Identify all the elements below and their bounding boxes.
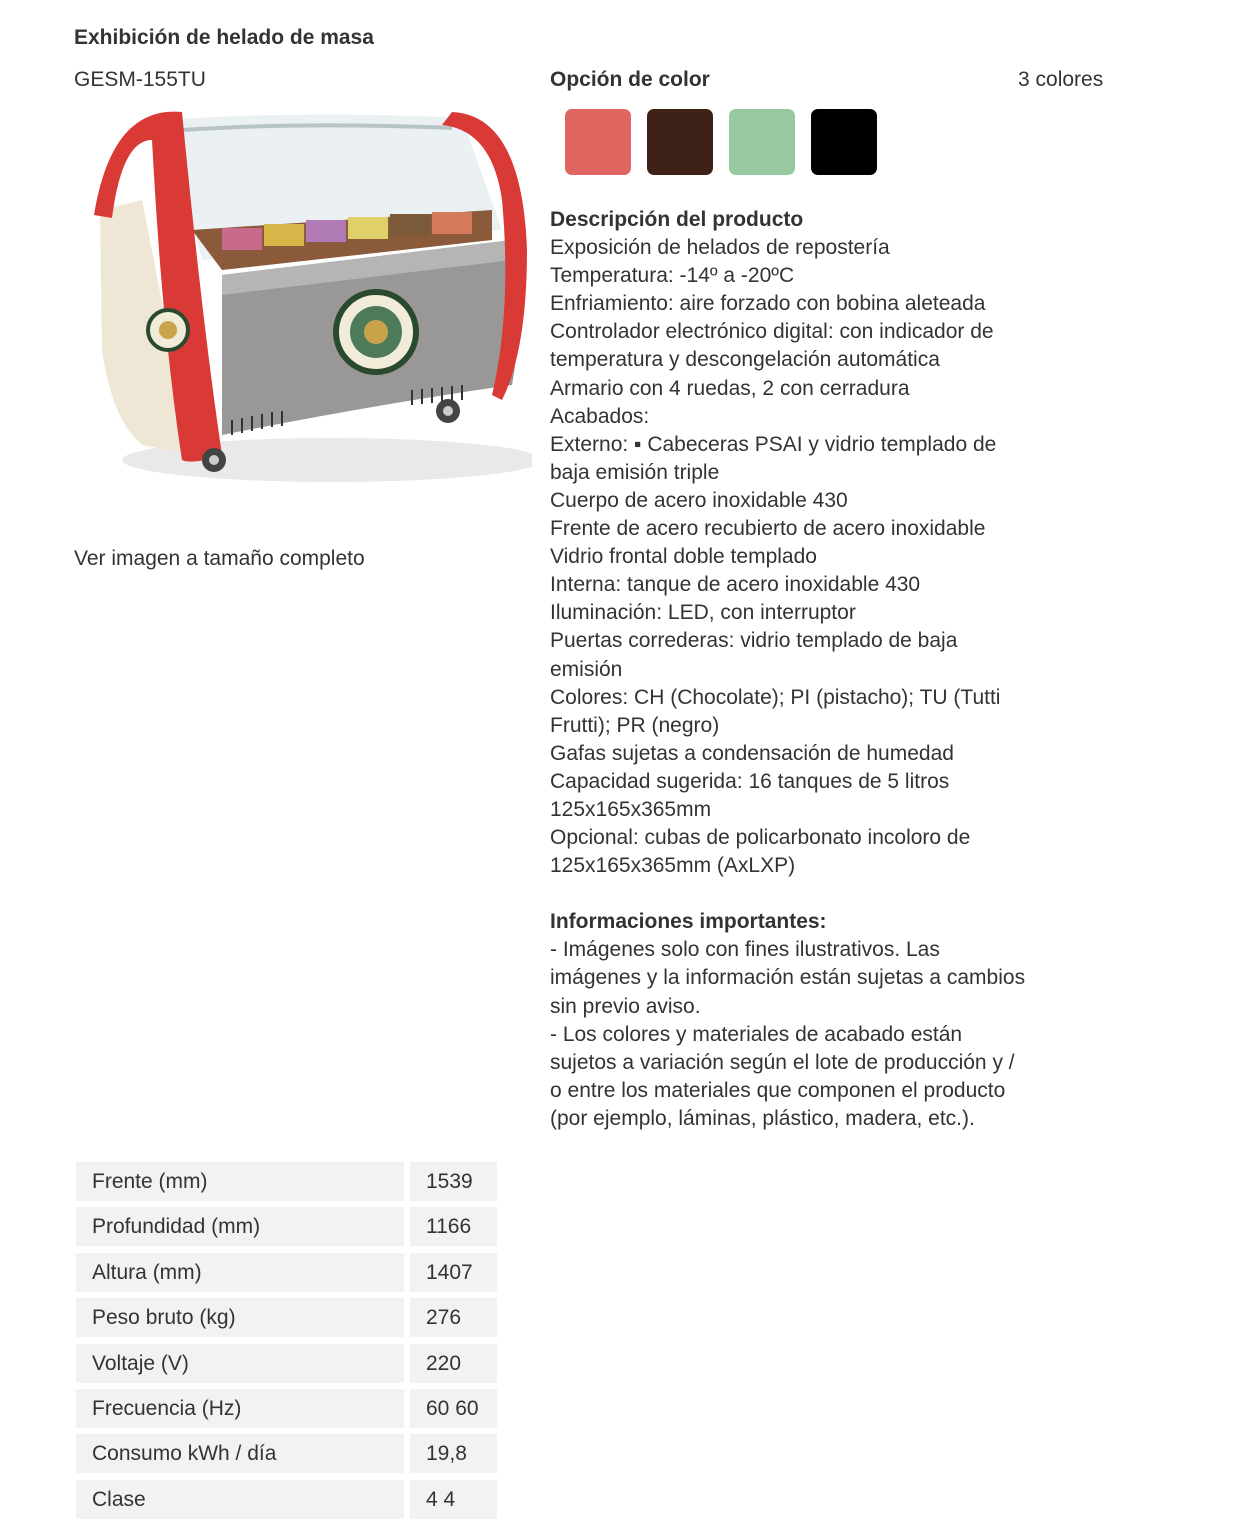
spec-row xyxy=(76,1389,497,1428)
description-line: Capacidad sugerida: 16 tanques de 5 litros 125x165x365mm xyxy=(550,769,950,821)
spec-row xyxy=(76,1434,497,1473)
description-line: Acabados: xyxy=(550,404,650,428)
spec-label: Profundidad (mm) xyxy=(76,1207,404,1246)
spec-value: 1407 xyxy=(410,1253,497,1292)
important-lines xyxy=(550,936,1030,1133)
description-line: Interna: tanque de acero inoxidable 430 xyxy=(550,573,921,597)
specs-table xyxy=(76,1162,497,1525)
spec-label: Altura (mm) xyxy=(76,1253,404,1292)
spec-label: Frente (mm) xyxy=(76,1162,404,1201)
spec-value: 1539 xyxy=(410,1162,497,1201)
spec-row xyxy=(76,1344,497,1383)
description-line: Puertas correderas: vidrio templado de baja emisión xyxy=(550,629,958,681)
important-title: Informaciones importantes: xyxy=(550,910,827,934)
product-description xyxy=(550,206,1030,1133)
description-line: Enfriamiento: aire forzado con bobina aleteada xyxy=(550,292,986,316)
spec-label: Consumo kWh / día xyxy=(76,1434,404,1473)
description-title: Descripción del producto xyxy=(550,208,804,231)
spec-label: Clase xyxy=(76,1480,404,1519)
description-line: Colores: CH (Chocolate); PI (pistacho); TU (Tutti Frutti); PR (negro) xyxy=(550,685,1001,737)
color-swatch[interactable] xyxy=(647,109,713,175)
color-swatches xyxy=(565,109,877,175)
description-line: Gafas sujetas a condensación de humedad xyxy=(550,741,954,765)
spec-row xyxy=(76,1207,497,1246)
description-line: Opcional: cubas de policarbonato incoloro de 125x165x365mm (AxLXP) xyxy=(550,826,971,878)
description-line: Exposición de helados de repostería xyxy=(550,236,890,260)
spec-value: 60 60 xyxy=(410,1389,497,1428)
description-line: Iluminación: LED, con interruptor xyxy=(550,601,856,625)
spec-row xyxy=(76,1253,497,1292)
spec-value: 276 xyxy=(410,1298,497,1337)
description-line: Frente de acero recubierto de acero inoxidable xyxy=(550,517,986,541)
color-swatch[interactable] xyxy=(729,109,795,175)
full-image-link[interactable]: Ver imagen a tamaño completo xyxy=(74,547,365,570)
spec-row xyxy=(76,1480,497,1519)
description-lines xyxy=(550,234,1030,880)
spec-value: 1166 xyxy=(410,1207,497,1246)
description-line: Vidrio frontal doble templado xyxy=(550,545,817,569)
important-line: - Imágenes solo con fines ilustrativos. Las imágenes y la información están sujetas a cambios sin previo aviso. xyxy=(550,938,1026,1018)
color-swatch[interactable] xyxy=(565,109,631,175)
color-option-title: Opción de color xyxy=(550,68,710,91)
important-line: - Los colores y materiales de acabado están sujetos a variación según el lote de producción y / o entre los materiales que componen el producto (por ejemplo, láminas, plástico, madera, etc.). xyxy=(550,1022,1015,1130)
model-code: GESM-155TU xyxy=(74,68,206,91)
description-line: Cuerpo de acero inoxidable 430 xyxy=(550,488,848,512)
description-line: Temperatura: -14º a -20ºC xyxy=(550,264,795,288)
description-line: Externo: ▪ Cabeceras PSAI y vidrio templado de baja emisión triple xyxy=(550,432,997,484)
spec-value: 220 xyxy=(410,1344,497,1383)
spec-row xyxy=(76,1298,497,1337)
color-swatch[interactable] xyxy=(811,109,877,175)
spec-label: Voltaje (V) xyxy=(76,1344,404,1383)
page-title: Exhibición de helado de masa xyxy=(74,26,374,49)
spec-label: Frecuencia (Hz) xyxy=(76,1389,404,1428)
description-line: Controlador electrónico digital: con indicador de temperatura y descongelación automática xyxy=(550,320,994,372)
spec-value: 4 4 xyxy=(410,1480,497,1519)
spec-value: 19,8 xyxy=(410,1434,497,1473)
product-image[interactable] xyxy=(72,100,532,536)
color-count: 3 colores xyxy=(1018,68,1104,91)
description-line: Armario con 4 ruedas, 2 con cerradura xyxy=(550,376,910,400)
spec-row xyxy=(76,1162,497,1201)
spec-label: Peso bruto (kg) xyxy=(76,1298,404,1337)
